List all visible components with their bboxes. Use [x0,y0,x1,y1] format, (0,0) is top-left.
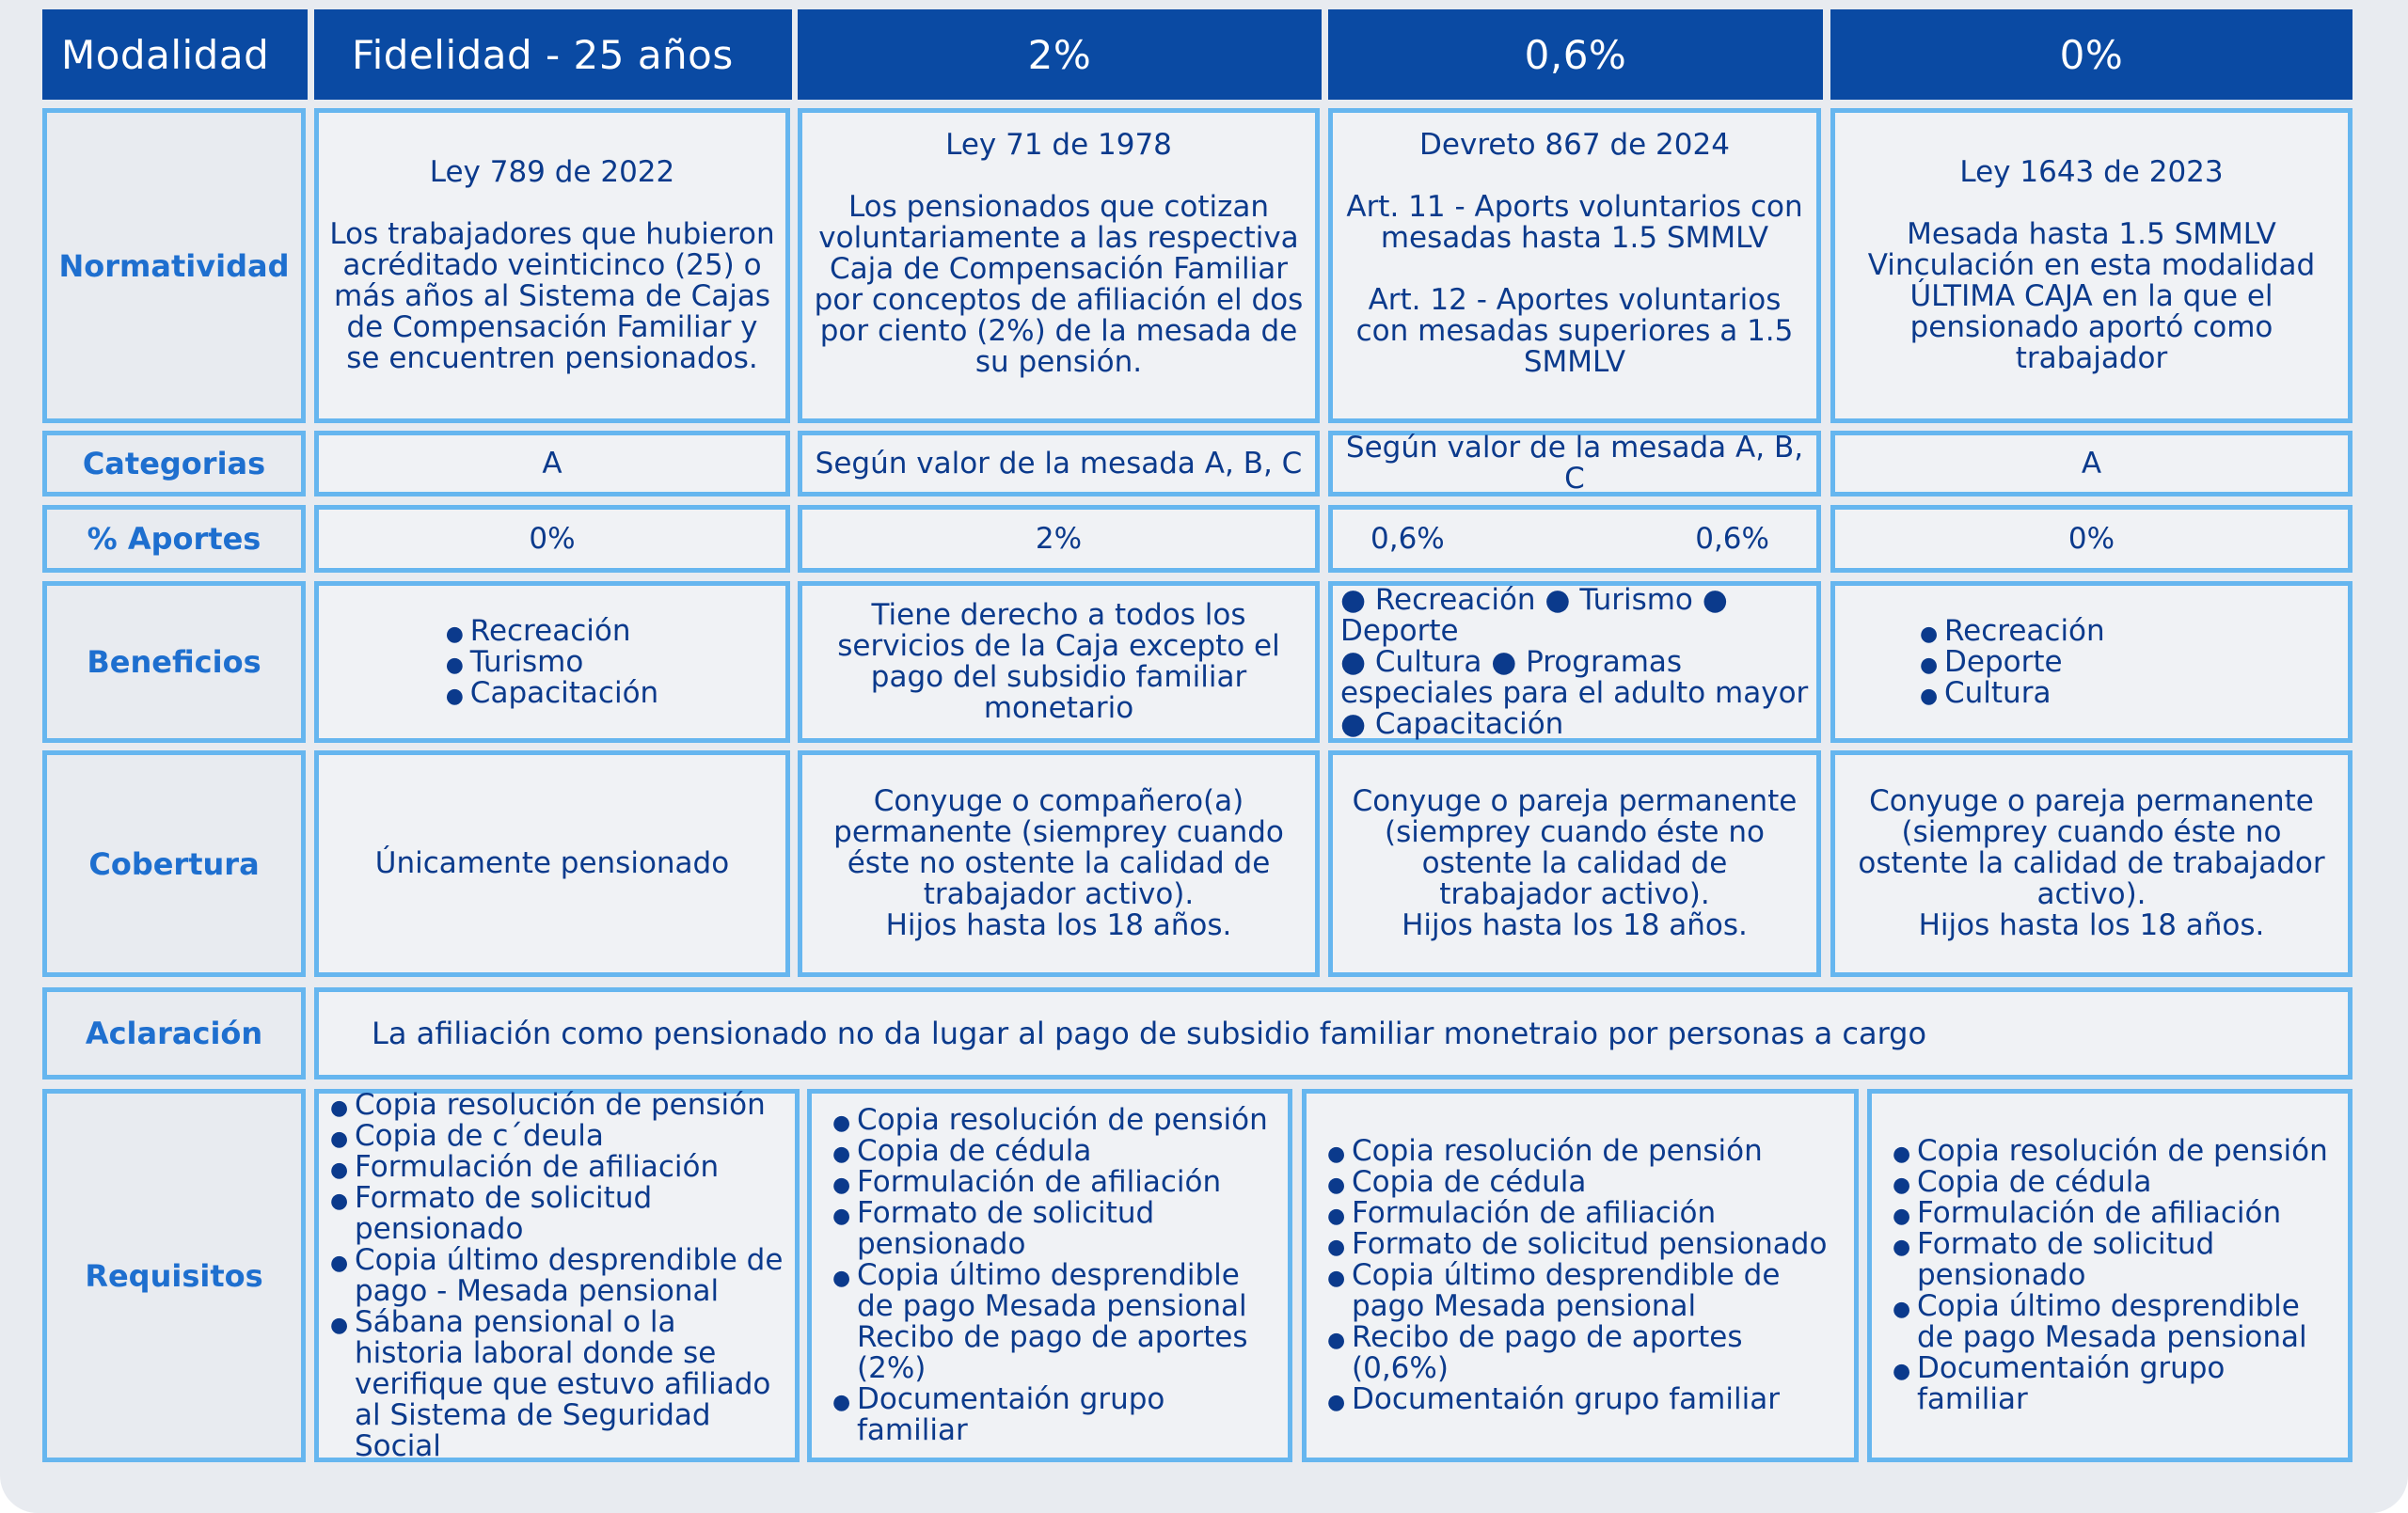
list-item: ● Recreación [1920,616,2105,647]
beneficios-06pct [1328,581,1821,743]
requisitos-0pct-list [1893,1136,2338,1415]
requisitos-2pct [807,1089,1292,1462]
list-item: ● Recreación [446,616,658,647]
list-item: ● Formulación de afiliación [832,1167,1278,1198]
list-item: ● Documentaión grupo familiar [1327,1384,1845,1415]
cobertura-fidelidad: Únicamente pensionado [314,750,790,977]
beneficios-fidelidad-list [446,613,659,710]
header-fidelidad: Fidelidad - 25 años [314,9,792,100]
normatividad-2pct: Ley 71 de 1978 Los pensionados que cotizan voluntariamente a las respectiva Caja de Compensación Familiar por conceptos de afiliación el dos por ciento (2%) de la mesada de su pensión. [798,108,1320,423]
list-item: ● Copia resolución de pensión [832,1105,1278,1136]
row-label-cobertura: Cobertura [42,750,306,977]
aportes-06pct-b: 0,6% [1695,521,1769,556]
list-item: ● Formato de solicitud pensionado [1327,1229,1845,1260]
list-item: ● Capacitación [446,678,658,709]
requisitos-fidelidad [314,1089,800,1462]
aportes-06pct [1328,505,1821,573]
list-item: ● Turismo [446,647,658,678]
requisitos-06pct [1302,1089,1859,1462]
categorias-fidelidad: A [314,431,790,496]
list-item: ● Formulación de afiliación [1893,1198,2338,1229]
beneficios-0pct-list [1920,613,2105,710]
cobertura-06pct: Conyuge o pareja permanente (siemprey cuando éste no ostente la calidad de trabajador activo). Hijos hasta los 18 años. [1328,750,1821,977]
row-label-beneficios: Beneficios [42,581,306,743]
categorias-06pct: Según valor de la mesada A, B, C [1328,431,1821,496]
list-item: ● Copia resolución de pensión [1327,1136,1845,1167]
list-item: ● Formato de solicitud pensionado [1893,1229,2338,1291]
requisitos-0pct [1867,1089,2353,1462]
cobertura-2pct: Conyuge o compañero(a) permanente (siemprey cuando éste no ostente la calidad de trabajador activo). Hijos hasta los 18 años. [798,750,1320,977]
list-item: ● Recibo de pago de aportes (0,6%) [1327,1322,1845,1384]
list-item: ● Formulación de afiliación [330,1152,785,1183]
list-item: ● Copia resolución de pensión [330,1090,785,1121]
beneficios-fidelidad [314,581,790,743]
row-label-aclaracion: Aclaración [42,987,306,1080]
list-item: Turismo [1579,582,1693,617]
requisitos-fidelidad-list [330,1087,785,1463]
header-modalidad: Modalidad [42,9,308,100]
beneficios-0pct [1830,581,2353,743]
list-item: ● Copia de cédula [1893,1167,2338,1198]
list-item: ● Copia último desprendible de pago Mesada pensional Recibo de pago de aportes (2%) [832,1260,1278,1384]
list-item: ● Formato de solicitud pensionado [330,1183,785,1245]
list-item: Deporte [1340,613,1459,648]
list-item: Cultura [1374,644,1482,679]
header-0pct: 0% [1830,9,2353,100]
list-item: ● Formulación de afiliación [1327,1198,1845,1229]
header-06pct: 0,6% [1328,9,1823,100]
categorias-0pct: A [1830,431,2353,496]
list-item: ● Cultura [1920,678,2105,709]
categorias-2pct: Según valor de la mesada A, B, C [798,431,1320,496]
list-item: Capacitación [1374,706,1564,741]
list-item: ● Documentaión grupo familiar [832,1384,1278,1446]
row-label-categorias: Categorias [42,431,306,496]
row-label-normatividad: Normatividad [42,108,306,423]
header-2pct: 2% [798,9,1322,100]
list-item: ● Formato de solicitud pensionado [832,1198,1278,1260]
row-label-aportes: % Aportes [42,505,306,573]
aportes-2pct: 2% [798,505,1320,573]
row-label-requisitos: Requisitos [42,1089,306,1462]
list-item: ● Copia de cédula [832,1136,1278,1167]
aportes-0pct: 0% [1830,505,2353,573]
list-item: ● Copia de cédula [1327,1167,1845,1198]
list-item: ● Sábana pensional o la historia laboral donde se verifique que estuvo afiliado al Sistema de Seguridad Social [330,1307,785,1462]
list-item: Programas especiales para el adulto mayor [1340,644,1809,710]
normatividad-fidelidad: Ley 789 de 2022 Los trabajadores que hubieron acréditado veinticinco (25) o más años al Sistema de Cajas de Compensación Familiar y se encuentren pensionados. [314,108,790,423]
list-item: ● Deporte [1920,647,2105,678]
list-item: ● Documentaión grupo familiar [1893,1353,2338,1415]
list-item: ● Copia de c´deula [330,1121,785,1152]
requisitos-2pct-list [832,1105,1278,1446]
beneficios-2pct: Tiene derecho a todos los servicios de la Caja excepto el pago del subsidio familiar monetario [798,581,1320,743]
list-item: ● Copia resolución de pensión [1893,1136,2338,1167]
beneficios-06pct-list: ● Recreación ● Turismo ● Deporte ● Cultura ● Programas especiales para el adulto mayor ● Capacitación [1340,582,1809,741]
aclaracion-text: La afiliación como pensionado no da lugar al pago de subsidio familiar monetraio por personas a cargo [314,987,2353,1080]
aportes-06pct-a: 0,6% [1370,521,1445,556]
list-item: ● Copia último desprendible de pago Mesada pensional [1327,1260,1845,1322]
normatividad-0pct: Ley 1643 de 2023 Mesada hasta 1.5 SMMLV Vinculación en esta modalidad ÚLTIMA CAJA en la que el pensionado aportó como trabajador [1830,108,2353,423]
list-item: ● Copia último desprendible de pago Mesada pensional [1893,1291,2338,1353]
normatividad-06pct: Devreto 867 de 2024 Art. 11 - Aports voluntarios con mesadas hasta 1.5 SMMLV Art. 12 - Aportes voluntarios con mesadas superiores a 1.5 SMMLV [1328,108,1821,423]
list-item: ● Copia último desprendible de pago - Mesada pensional [330,1245,785,1307]
requisitos-06pct-list [1327,1136,1845,1415]
cobertura-0pct: Conyuge o pareja permanente (siemprey cuando éste no ostente la calidad de trabajador activo). Hijos hasta los 18 años. [1830,750,2353,977]
aportes-fidelidad: 0% [314,505,790,573]
list-item: Recreación [1374,582,1536,617]
